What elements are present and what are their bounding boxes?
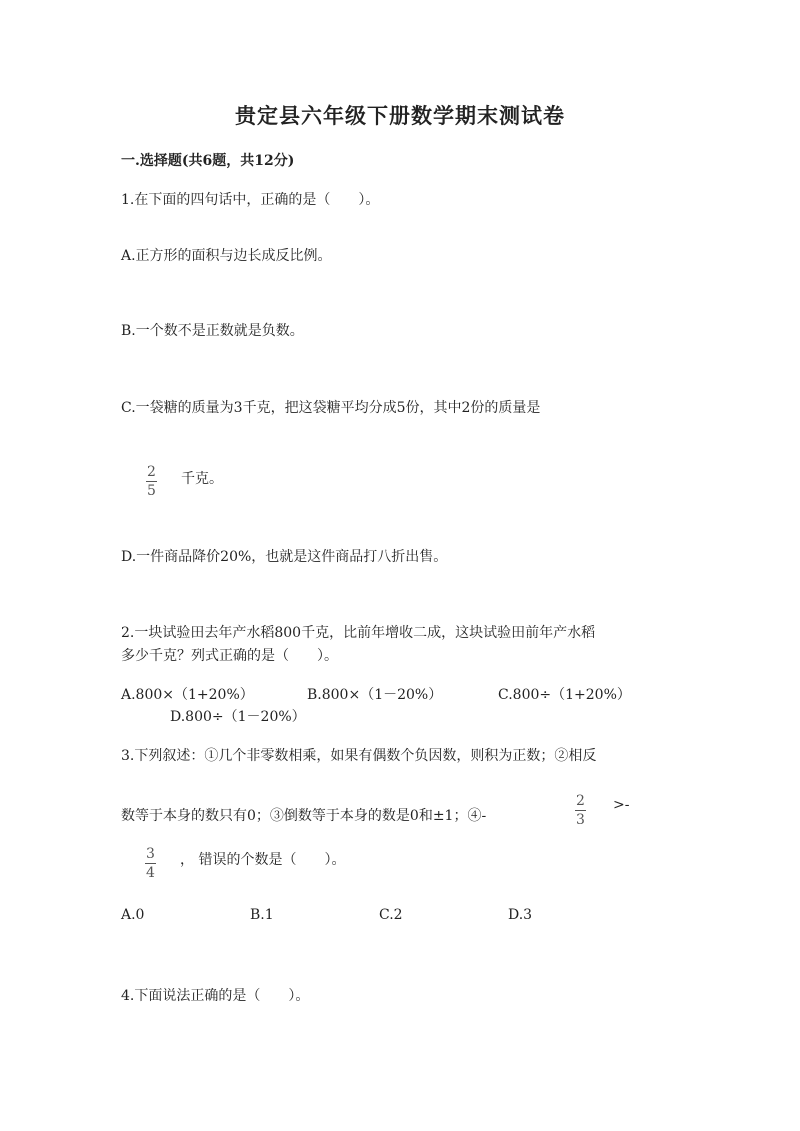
question-1-option-c: C.一袋糖的质量为3千克，把这袋糖平均分成5份，其中2份的质量是 [121,400,541,416]
question-3-fraction-2 [145,843,156,880]
question-3-line-2: 数等于本身的数只有0；③倒数等于本身的数是0和±1；④- [121,808,487,824]
question-3-comparison: >- [613,797,630,813]
question-1-option-c-fraction [146,461,157,498]
fraction-numerator: 2 [147,464,156,480]
question-3-option-c: C.2 [379,907,403,923]
question-3-line-1: 3.下列叙述：①几个非零数相乘，如果有偶数个负因数，则积为正数；②相反 [121,748,597,764]
question-2-stem-line-2: 多少千克？列式正确的是（ ）。 [121,648,338,664]
question-3-option-a: A.0 [121,907,145,923]
question-2-option-d: D.800÷（1－20%） [170,709,306,725]
question-3-option-b: B.1 [250,907,274,923]
question-2-option-c: C.800÷（1+20%） [498,687,631,703]
question-1-option-c-unit: 千克。 [181,471,223,487]
question-3-tail: ， 错误的个数是（ ）。 [180,852,346,868]
question-1-option-d: D.一件商品降价20%，也就是这件商品打八折出售。 [121,549,448,565]
fraction-denominator: 3 [576,812,585,828]
question-3-option-d: D.3 [508,907,533,923]
question-1-option-a: A.正方形的面积与边长成反比例。 [121,248,332,264]
section-header: 一.选择题(共6题，共12分) [121,153,295,169]
fraction-numerator: 3 [146,846,155,862]
question-2-option-a: A.800×（1+20%） [121,687,254,703]
question-2-option-b: B.800×（1－20%） [307,687,443,703]
question-2-stem-line-1: 2.一块试验田去年产水稻800千克，比前年增收二成，这块试验田前年产水稻 [121,625,596,641]
page-title: 贵定县六年级下册数学期末测试卷 [235,103,565,128]
fraction-numerator: 2 [576,793,585,809]
fraction-denominator: 4 [146,865,155,881]
question-4-stem: 4.下面说法正确的是（ ）。 [121,988,310,1004]
question-3-fraction-1 [575,790,586,827]
question-1-option-b: B.一个数不是正数就是负数。 [121,323,304,339]
fraction-denominator: 5 [147,483,156,499]
question-1-stem: 1.在下面的四句话中，正确的是（ ）。 [121,192,380,208]
